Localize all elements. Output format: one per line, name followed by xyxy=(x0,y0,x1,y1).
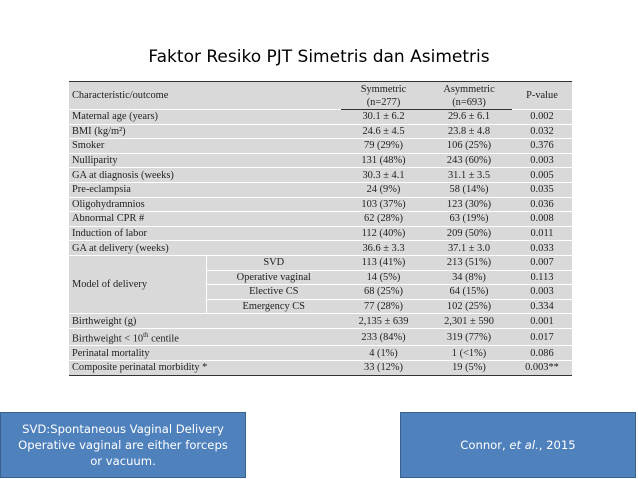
delivery-subtype: Operative vaginal xyxy=(206,270,341,285)
risk-factor-table xyxy=(69,81,572,376)
asymmetric-value: 19 (5%) xyxy=(426,360,512,375)
asymmetric-value: 64 (15%) xyxy=(426,285,512,300)
p-value: 0.003** xyxy=(512,360,572,375)
table-row xyxy=(69,124,572,139)
table-row xyxy=(69,139,572,154)
table-row xyxy=(69,226,572,241)
citation-text: Connor, et al., 2015 xyxy=(460,438,576,452)
row-label: BMI (kg/m²) xyxy=(69,124,341,139)
table-row xyxy=(69,360,572,375)
row-label: Composite perinatal morbidity * xyxy=(69,360,341,375)
delivery-subtype: Emergency CS xyxy=(206,299,341,314)
symmetric-value: 30.3 ± 4.1 xyxy=(341,168,426,183)
row-label: Smoker xyxy=(69,139,341,154)
note-line-3: or vacuum. xyxy=(90,454,156,468)
p-value: 0.002 xyxy=(512,110,572,125)
symmetric-value: 103 (37%) xyxy=(341,197,426,212)
p-value: 0.376 xyxy=(512,139,572,154)
symmetric-value: 68 (25%) xyxy=(341,285,426,300)
symmetric-value: 79 (29%) xyxy=(341,139,426,154)
citation-box xyxy=(400,412,636,478)
asymmetric-value: 319 (77%) xyxy=(426,328,512,345)
p-value: 0.033 xyxy=(512,241,572,256)
p-value: 0.113 xyxy=(512,270,572,285)
row-label: Nulliparity xyxy=(69,153,341,168)
row-label: Birthweight (g) xyxy=(69,314,341,329)
asymmetric-value: 1 (<1%) xyxy=(426,346,512,361)
asymmetric-value: 34 (8%) xyxy=(426,270,512,285)
symmetric-value: 233 (84%) xyxy=(341,328,426,345)
table-row xyxy=(69,241,572,256)
p-value: 0.011 xyxy=(512,226,572,241)
row-label: GA at diagnosis (weeks) xyxy=(69,168,341,183)
symmetric-value: 33 (12%) xyxy=(341,360,426,375)
asymmetric-value: 243 (60%) xyxy=(426,153,512,168)
slide-title: Faktor Resiko PJT Simetris dan Asimetris xyxy=(148,47,490,67)
table-row xyxy=(69,182,572,197)
header-characteristic: Characteristic/outcome xyxy=(69,82,341,110)
asymmetric-value: 31.1 ± 3.5 xyxy=(426,168,512,183)
p-value: 0.334 xyxy=(512,299,572,314)
asymmetric-value: 106 (25%) xyxy=(426,139,512,154)
header-asymmetric-n: (n=693) xyxy=(426,96,512,110)
table-row xyxy=(69,110,572,125)
p-value: 0.001 xyxy=(512,314,572,329)
p-value: 0.032 xyxy=(512,124,572,139)
asymmetric-value: 2,301 ± 590 xyxy=(426,314,512,329)
symmetric-value: 4 (1%) xyxy=(341,346,426,361)
definition-note-box xyxy=(0,412,246,478)
p-value: 0.003 xyxy=(512,285,572,300)
row-label: Oligohydramnios xyxy=(69,197,341,212)
asymmetric-value: 123 (30%) xyxy=(426,197,512,212)
table-row xyxy=(69,314,572,329)
symmetric-value: 24 (9%) xyxy=(341,182,426,197)
table-row xyxy=(69,197,572,212)
symmetric-value: 131 (48%) xyxy=(341,153,426,168)
table-row xyxy=(69,255,572,270)
asymmetric-value: 63 (19%) xyxy=(426,212,512,227)
table-row xyxy=(69,168,572,183)
note-line-2: Operative vaginal are either forceps xyxy=(18,438,228,452)
asymmetric-value: 58 (14%) xyxy=(426,182,512,197)
symmetric-value: 36.6 ± 3.3 xyxy=(341,241,426,256)
header-asymmetric: Asymmetric xyxy=(426,82,512,97)
asymmetric-value: 209 (50%) xyxy=(426,226,512,241)
symmetric-value: 24.6 ± 4.5 xyxy=(341,124,426,139)
table-row xyxy=(69,328,572,345)
asymmetric-value: 213 (51%) xyxy=(426,255,512,270)
row-label: Maternal age (years) xyxy=(69,110,341,125)
p-value: 0.008 xyxy=(512,212,572,227)
asymmetric-value: 29.6 ± 6.1 xyxy=(426,110,512,125)
note-line-1: SVD:Spontaneous Vaginal Delivery xyxy=(22,422,224,436)
p-value: 0.003 xyxy=(512,153,572,168)
symmetric-value: 112 (40%) xyxy=(341,226,426,241)
symmetric-value: 62 (28%) xyxy=(341,212,426,227)
symmetric-value: 113 (41%) xyxy=(341,255,426,270)
p-value: 0.035 xyxy=(512,182,572,197)
table-body xyxy=(69,110,572,376)
row-label: Abnormal CPR # xyxy=(69,212,341,227)
header-symmetric: Symmetric xyxy=(341,82,426,97)
table-row xyxy=(69,153,572,168)
table-row xyxy=(69,212,572,227)
p-value: 0.017 xyxy=(512,328,572,345)
symmetric-value: 2,135 ± 639 xyxy=(341,314,426,329)
delivery-subtype: SVD xyxy=(206,255,341,270)
p-value: 0.005 xyxy=(512,168,572,183)
asymmetric-value: 102 (25%) xyxy=(426,299,512,314)
delivery-subtype: Elective CS xyxy=(206,285,341,300)
header-symmetric-n: (n=277) xyxy=(341,96,426,110)
row-label: Birthweight < 10th centile xyxy=(69,328,341,345)
symmetric-value: 77 (28%) xyxy=(341,299,426,314)
header-pvalue: P-value xyxy=(512,82,572,110)
asymmetric-value: 23.8 ± 4.8 xyxy=(426,124,512,139)
row-label: GA at delivery (weeks) xyxy=(69,241,341,256)
row-label: Induction of labor xyxy=(69,226,341,241)
data-table xyxy=(69,81,572,376)
row-label: Pre-eclampsia xyxy=(69,182,341,197)
delivery-group-label: Model of delivery xyxy=(69,255,206,313)
table-row xyxy=(69,346,572,361)
p-value: 0.036 xyxy=(512,197,572,212)
row-label: Perinatal mortality xyxy=(69,346,341,361)
asymmetric-value: 37.1 ± 3.0 xyxy=(426,241,512,256)
symmetric-value: 30.1 ± 6.2 xyxy=(341,110,426,125)
p-value: 0.086 xyxy=(512,346,572,361)
p-value: 0.007 xyxy=(512,255,572,270)
symmetric-value: 14 (5%) xyxy=(341,270,426,285)
